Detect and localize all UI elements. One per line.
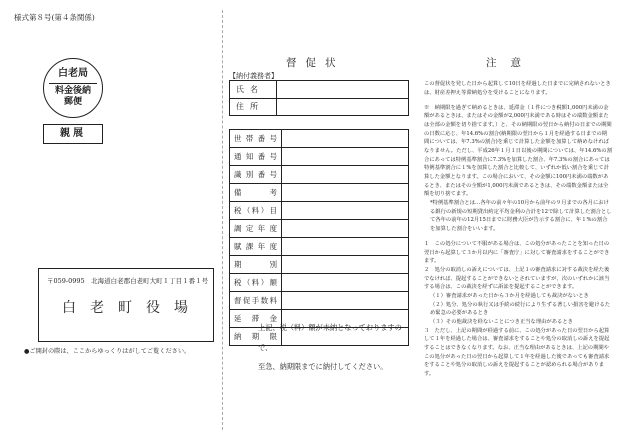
field-value	[282, 184, 409, 202]
payer-label: 【納付義務者】	[229, 72, 278, 80]
field-value	[282, 274, 409, 292]
table-row	[230, 130, 409, 148]
field-label: 納期限	[230, 328, 282, 346]
postmark-office: 白老局	[58, 68, 88, 79]
field-label: 通知番号	[230, 148, 282, 166]
postmark-line2: 郵便	[63, 97, 82, 107]
fold-line	[222, 10, 223, 430]
field-label: 識別番号	[230, 166, 282, 184]
field-label: 賦課年度	[230, 238, 282, 256]
note-paragraph: *特例基準割合とは…各年の前々年の10月から前年の９月までの各月における銀行の新規の短期貸出約定平均金利の合計を12で除して計算した割合として各年の前年の12月15日までに財務大臣が告示する割合に、年１%の割合を加算した割合をいいます。	[430, 200, 612, 232]
payer-table	[229, 80, 409, 116]
town-office-name: 白老町役場	[62, 300, 202, 316]
field-value	[282, 220, 409, 238]
table-row	[230, 166, 409, 184]
note-paragraph: １ この処分について不服がある場合は、この処分があったことを知った日の翌日から起算して３か月以内に「審査庁」に対して審査請求をすることができます。	[424, 241, 610, 265]
table-row	[230, 148, 409, 166]
table-row	[230, 256, 409, 274]
table-row	[230, 184, 409, 202]
field-value	[282, 256, 409, 274]
document-title: 督促状	[286, 57, 345, 69]
field-value	[282, 148, 409, 166]
note-paragraph: この督促状を発した日から起算して10日を経過した日までに完納されないときは、財産差押え等滞納処分を受けることになります。	[424, 81, 611, 96]
note-paragraph: （１）審査請求があった日から３か月を経過しても裁決がないとき	[430, 293, 589, 300]
table-row	[230, 274, 409, 292]
peel-instruction: ●ご開封の際は、ここからゆっくりはがしてご覧ください。	[24, 348, 191, 355]
return-address-box	[38, 268, 214, 342]
field-value	[282, 202, 409, 220]
table-row	[230, 220, 409, 238]
postmark-stamp	[43, 58, 103, 118]
confidential-stamp: 親展	[43, 124, 103, 144]
details-table	[229, 129, 409, 346]
notes-section	[424, 80, 612, 379]
payer-field-label: 氏名	[230, 81, 277, 99]
field-label: 調定年度	[230, 220, 282, 238]
field-label: 備考	[230, 184, 282, 202]
payer-field-label: 住所	[230, 98, 277, 116]
note-paragraph: ３ ただし、上記の期間が経過する前に、この処分があった日の翌日から起算して１年を経過した場合は、審査請求をすることや処分の取消しの訴えを提起することはできなくなります。なお、正当な理由があるときは、上記の期間やこの処分があった日の翌日から起算して１年を経過した後であっても審査請求をすることや処分の取消しの訴えを提起することが認められる場合があります。	[424, 327, 610, 377]
demand-text	[258, 318, 408, 377]
postal-address: 〒059-0995 北海道白老郡白老町大町１丁目１番１号	[47, 277, 209, 285]
table-row	[230, 202, 409, 220]
notes-title: 注意	[486, 57, 535, 69]
postmark-line1: 料金後納	[49, 83, 97, 97]
form-number: 様式第８号(第４条関係)	[14, 13, 95, 22]
table-row	[230, 238, 409, 256]
note-paragraph: ２ 処分の取消しの訴えについては、上記１の審査請求に対する裁決を経た後でなければ、提起することができないとされていますが、次のいずれかに該当する場合は、この裁決を経ずに訴訟を提起することができます。	[424, 267, 610, 291]
note-paragraph: （３）その他裁決を経ないことにつき正当な理由があるとき	[430, 319, 573, 326]
table-row	[230, 81, 409, 99]
demand-text-line: 至急、納期限までに納付してください。	[258, 362, 388, 371]
field-label: 期別	[230, 256, 282, 274]
field-label: 税（料）額	[230, 274, 282, 292]
field-value	[282, 292, 409, 310]
note-paragraph: （２）処分、処分の執行又は手続の続行により生ずる著しい損害を避けるため緊急の必要があるとき	[430, 301, 611, 317]
field-label: 督促手数料	[230, 292, 282, 310]
table-row	[230, 98, 409, 116]
note-paragraph: ※ 納期限を過ぎて納めるときは、延滞金（１件につき税額1,000円未満の金額があるときは、またはその金額が2,000円未満である時はその端数金額または全部の金額を切り捨てます。）と、その納期限の翌日から納付の日までの期間の日数に応じ、年14.6%の割合(納期限の翌日から１月を経過する日までの期間については、年7.3%の割合)を乗じて計算した金額を加算して納めなければなりません。ただし、平成26年１月１日以後の期間については、年14.6%の割合にあっては特例基準割合に7.3%を加算した割合、年7.3%の割合にあっては特例基準割合に１%を加算した割合と比較して、いずれか低い割合を乗じて計算した金額となります。この場合において、その金額に100円未満の端数があるとき、またはその全額が1,000円未満であるときは、その端数金額または全額を切り捨てます。	[424, 104, 612, 198]
table-row	[230, 292, 409, 310]
field-value	[282, 130, 409, 148]
field-value	[282, 238, 409, 256]
field-value	[282, 166, 409, 184]
field-label: 税（料）目	[230, 202, 282, 220]
field-label: 世帯番号	[230, 130, 282, 148]
payer-field-value	[277, 98, 409, 116]
field-label: 延滞金	[230, 310, 282, 328]
demand-text-line: 上記、税（料）額が未納となっておりますので、	[258, 323, 402, 352]
payer-field-value	[277, 81, 409, 99]
